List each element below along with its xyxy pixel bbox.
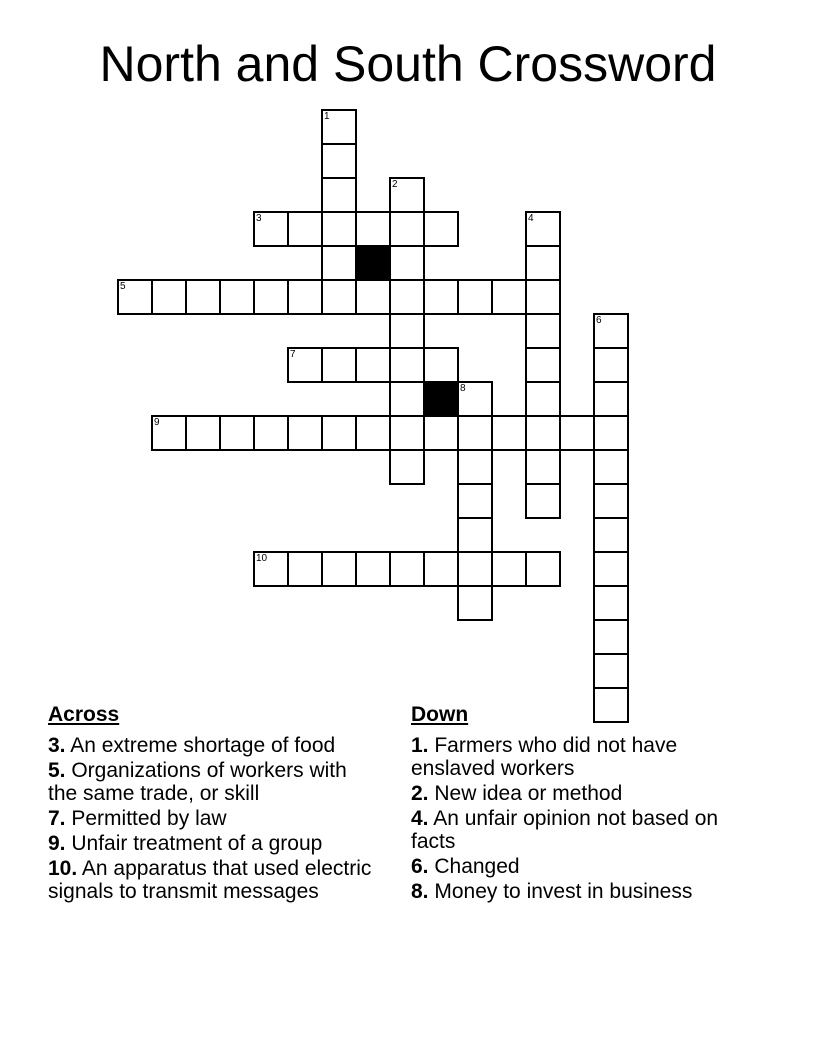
clue-text: An extreme shortage of food [65,734,336,757]
grid-cell[interactable] [423,347,459,383]
grid-cell[interactable] [151,279,187,315]
grid-cell[interactable] [287,347,323,383]
grid-cell[interactable] [321,177,357,213]
clue-number: 10. [48,857,78,880]
grid-cell[interactable] [525,551,561,587]
grid-cell[interactable] [389,347,425,383]
grid-cell[interactable] [321,143,357,179]
down-clues [411,703,751,905]
clue-number: 9. [48,832,66,855]
black-square [355,245,391,281]
clue-number: 7. [48,807,66,830]
down-clue [411,807,751,853]
down-clue [411,734,751,780]
clue-number-label: 9 [154,417,160,428]
clue-text: Permitted by law [65,807,227,830]
grid-cell[interactable] [287,415,323,451]
grid-cell[interactable] [423,415,459,451]
grid-cell[interactable] [389,415,425,451]
clue-number: 1. [411,734,429,757]
grid-cell[interactable] [457,551,493,587]
down-clue [411,782,751,805]
grid-cell[interactable] [525,245,561,281]
clue-number: 3. [48,734,66,757]
clue-number: 5. [48,759,66,782]
grid-cell[interactable] [321,279,357,315]
grid-cell[interactable] [355,347,391,383]
grid-cell[interactable] [389,551,425,587]
clue-text: Changed [428,855,520,878]
grid-cell[interactable] [389,177,425,213]
grid-cell[interactable] [355,415,391,451]
grid-cell[interactable] [219,415,255,451]
grid-cell[interactable] [321,551,357,587]
grid-cell[interactable] [457,585,493,621]
grid-cell[interactable] [525,449,561,485]
grid-cell[interactable] [593,483,629,519]
clue-number-label: 1 [324,111,330,122]
grid-cell[interactable] [593,381,629,417]
grid-cell[interactable] [423,551,459,587]
clue-number: 4. [411,807,429,830]
grid-cell[interactable] [593,517,629,553]
grid-cell[interactable] [525,347,561,383]
grid-cell[interactable] [253,415,289,451]
grid-cell[interactable] [491,279,527,315]
grid-cell[interactable] [389,279,425,315]
grid-cell[interactable] [389,449,425,485]
across-clue [48,857,378,903]
grid-cell[interactable] [593,347,629,383]
clue-number-label: 10 [256,553,268,564]
down-clue [411,880,751,903]
grid-cell[interactable] [457,483,493,519]
clue-text: Farmers who did not have enslaved workers [411,734,678,780]
clue-number-label: 6 [596,315,602,326]
clue-number-label: 3 [256,213,262,224]
grid-cell[interactable] [457,279,493,315]
grid-cell[interactable] [185,279,221,315]
grid-cell[interactable] [355,279,391,315]
page-title: North and South Crossword [99,36,717,92]
grid-cell[interactable] [287,551,323,587]
black-square [423,381,459,417]
clue-number-label: 7 [290,349,296,360]
grid-cell[interactable] [457,449,493,485]
grid-cell[interactable] [457,517,493,553]
grid-cell[interactable] [117,279,153,315]
grid-cell[interactable] [525,279,561,315]
grid-cell[interactable] [457,381,493,417]
grid-cell[interactable] [355,551,391,587]
grid-cell[interactable] [389,313,425,349]
grid-cell[interactable] [389,381,425,417]
grid-cell[interactable] [525,313,561,349]
grid-cell[interactable] [321,245,357,281]
grid-cell[interactable] [321,415,357,451]
grid-cell[interactable] [525,415,561,451]
grid-cell[interactable] [525,483,561,519]
grid-cell[interactable] [593,585,629,621]
grid-cell[interactable] [593,653,629,689]
clue-number-label: 8 [460,383,466,394]
across-heading: Across [48,703,120,726]
grid-cell[interactable] [593,415,629,451]
clue-text: Unfair treatment of a group [65,832,323,855]
grid-cell[interactable] [491,415,527,451]
grid-cell[interactable] [525,381,561,417]
clue-number-label: 5 [120,281,126,292]
grid-cell[interactable] [593,619,629,655]
grid-cell[interactable] [525,211,561,247]
grid-cell[interactable] [321,109,357,145]
clue-text: New idea or method [428,782,623,805]
across-clue [48,759,378,805]
across-clue [48,832,378,855]
grid-cell[interactable] [151,415,187,451]
clue-number: 2. [411,782,429,805]
clue-number: 8. [411,880,429,903]
grid-cell[interactable] [355,211,391,247]
clue-number-label: 4 [528,213,534,224]
across-clue [48,734,378,757]
across-clues [48,703,378,905]
grid-cell[interactable] [253,211,289,247]
down-heading: Down [411,703,469,726]
clue-number-label: 2 [392,179,398,190]
clue-text: An unfair opinion not based on facts [411,807,719,853]
grid-cell[interactable] [219,279,255,315]
down-clue [411,855,751,878]
grid-cell[interactable] [491,551,527,587]
clue-text: Organizations of workers with the same trade, or skill [48,759,347,805]
grid-cell[interactable] [389,211,425,247]
grid-cell[interactable] [185,415,221,451]
grid-cell[interactable] [593,313,629,349]
grid-cell[interactable] [253,279,289,315]
grid-cell[interactable] [321,211,357,247]
grid-cell[interactable] [253,551,289,587]
grid-cell[interactable] [423,211,459,247]
grid-cell[interactable] [287,279,323,315]
across-clue [48,807,378,830]
grid-cell[interactable] [593,551,629,587]
grid-cell[interactable] [321,347,357,383]
clue-text: An apparatus that used electric signals to transmit messages [48,857,372,903]
grid-cell[interactable] [559,415,595,451]
grid-cell[interactable] [423,279,459,315]
grid-cell[interactable] [389,245,425,281]
clue-text: Money to invest in business [428,880,693,903]
grid-cell[interactable] [287,211,323,247]
clue-number: 6. [411,855,429,878]
grid-cell[interactable] [593,449,629,485]
grid-cell[interactable] [457,415,493,451]
